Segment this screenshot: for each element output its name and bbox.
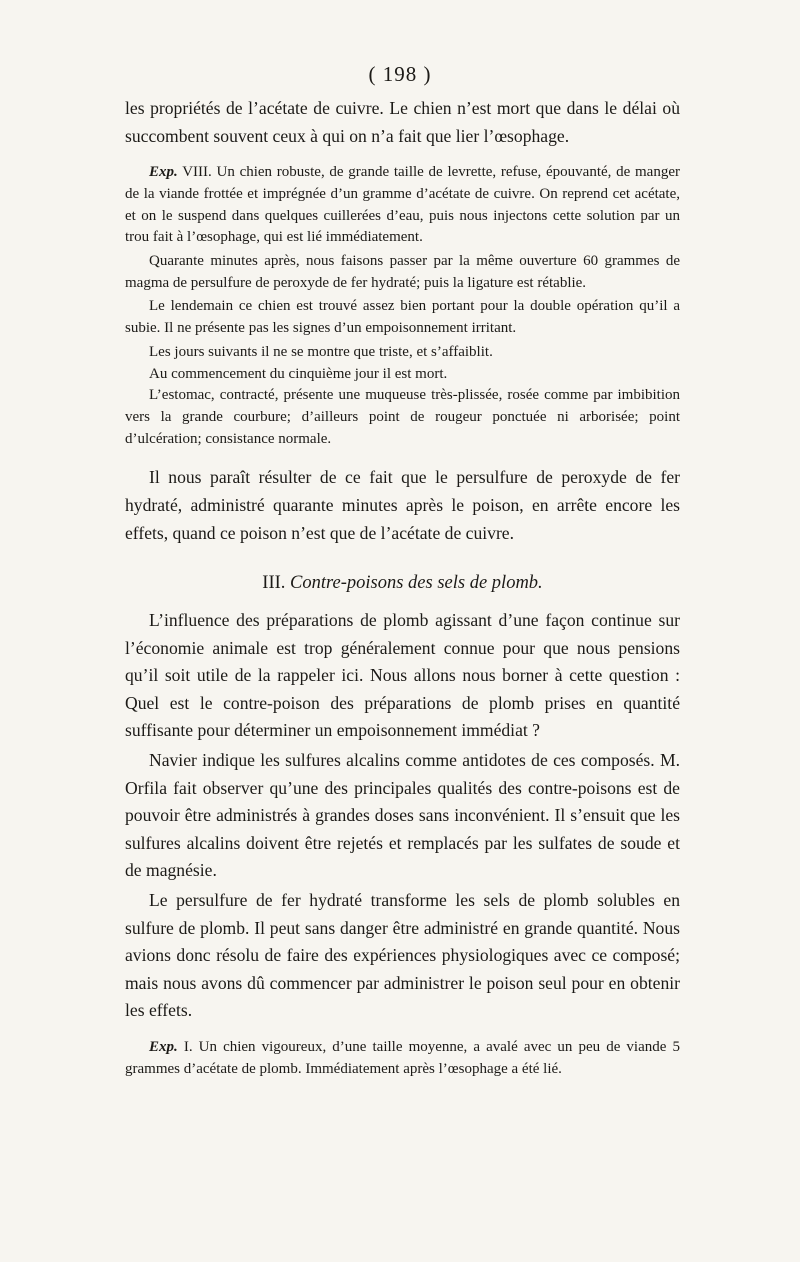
paragraph-navier: Navier indique les sulfures alcalins comme antidotes de ces composés. M. Orfila fait observer qu’une des principales qualités des contre-poisons est de pouvoir être administrés à grandes doses sans inconvénient. Il s’ensuit que les sulfures alcalins doivent être rejetés et remplacés par les sulfates de soude et de magnésie. [125,750,680,881]
body-text [125,95,680,1080]
paragraph-quarante: Quarante minutes après, nous faisons passer par la même ouverture 60 grammes de magma de persulfure de peroxyde de fer hydraté; puis la ligature est rétablie. [125,253,680,291]
section-number: III. [262,573,286,594]
paragraph-continuation: les propriétés de l’acétate de cuivre. Le chien n’est mort que dans le délai où succombent souvent ceux à qui on n’a fait que lier l’œsophage. [125,98,680,146]
paragraph-conclusion: Il nous paraît résulter de ce fait que le persulfure de peroxyde de fer hydraté, administré quarante minutes après le poison, en arrête encore les effets, quand ce poison n’est que de l’acétate de cuivre. [125,467,680,543]
paragraph-jours: Les jours suivants il ne se montre que triste, et s’affaiblit. [149,343,493,360]
section-title: Contre-poisons des sels de plomb. [290,573,543,594]
paragraph-mort: Au commencement du cinquième jour il est mort. [149,365,448,382]
experiment-label: Exp. [149,1039,178,1056]
paragraph-estomac: L’estomac, contracté, présente une muqueuse très-plissée, rosée comme par imbibition vers la grande courbure; d’ailleurs point de rougeur ponctuée ni arborisée; point d’ulcération; consistance normale. [125,387,680,447]
paragraph-persulfure: Le persulfure de fer hydraté transforme les sels de plomb solubles en sulfure de plomb. Il peut sans danger être administré en grande quantité. Nous avions donc résolu de faire des expériences physiologiques avec ce composé; mais nous avons dû commencer par administrer le poison seul pour en obtenir les effets. [125,890,680,1021]
paragraph-influence: L’influence des préparations de plomb agissant d’une façon continue sur l’économie animale est trop généralement connue pour que nous pensions qu’il soit utile de la rappeler ici. Nous allons nous borner à cette question : Quel est le contre-poison des préparations de plomb prises en quantité suffisante pour déterminer un empoisonnement immédiat ? [125,610,680,741]
experiment-viii [125,162,680,249]
section-heading [125,569,680,597]
experiment-i [125,1037,680,1080]
paragraph-lendemain: Le lendemain ce chien est trouvé assez bien portant pour la double opération qu’il a subie. Il ne présente pas les signes d’un empoisonnement irritant. [125,298,680,337]
page-number: ( 198 ) [368,62,432,86]
experiment-text: I. Un chien vigoureux, d’une taille moyenne, a avalé avec un peu de viande 5 grammes d’acétate de plomb. Immédiatement après l’œsophage a été lié. [125,1039,680,1077]
experiment-label: Exp. [149,164,178,181]
experiment-text: VIII. Un chien robuste, de grande taille de levrette, refuse, épouvanté, de manger de la viande frottée et imprégnée d’un gramme d’acétate de cuivre. On reprend cet acétate, et on le suspend dans quelques cuillerées d’eau, puis nous injectons cette solution par un trou fait à l’œsophage, qui est lié immédiatement. [125,164,680,246]
